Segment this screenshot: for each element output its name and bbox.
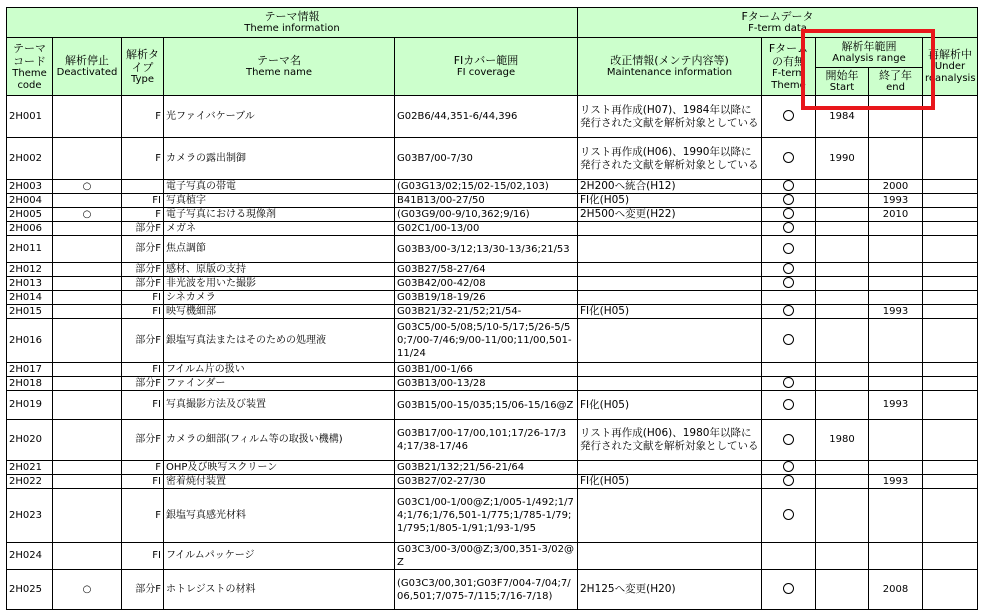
theme-name-cell: ファインダー — [164, 377, 395, 391]
table-row — [7, 489, 978, 543]
circle-mark-icon — [783, 377, 794, 388]
reanalysis-cell — [923, 475, 978, 489]
fterm-theme-cell — [762, 236, 816, 263]
fterm-theme-cell — [762, 194, 816, 208]
fi-coverage-cell: G03C1/00-1/00@Z;1/005-1/492;1/74;1/76;1/76,501-1/775;1/785-1/79;1/795;1/805-1/91;1/93-1/95 — [395, 489, 578, 543]
reanalysis-cell — [923, 222, 978, 236]
fi-coverage-cell: G03C3/00-3/00@Z;3/00,351-3/02@Z — [395, 543, 578, 570]
table-row — [7, 263, 978, 277]
maintenance-cell — [578, 319, 762, 363]
fi-coverage-cell: G03B13/00-13/28 — [395, 377, 578, 391]
type-cell: F — [122, 96, 164, 138]
col-theme-code-jp: テーマコード — [13, 41, 46, 68]
circle-mark-icon — [783, 208, 794, 219]
circle-mark-icon — [783, 399, 794, 410]
deactivated-cell: ○ — [53, 208, 122, 222]
col-maintenance-jp: 改正情報(メンテ内容等) — [610, 54, 729, 67]
end-year-cell — [869, 222, 923, 236]
circle-mark-icon — [783, 475, 794, 486]
fi-coverage-cell: G03C5/00-5/08;5/10-5/17;5/26-5/50;7/00-7/46;9/00-11/00;11/00,501-11/24 — [395, 319, 578, 363]
maintenance-cell — [578, 461, 762, 475]
end-year-cell: 1993 — [869, 194, 923, 208]
start-year-cell — [816, 363, 869, 377]
end-year-cell: 2008 — [869, 570, 923, 610]
maintenance-cell — [578, 363, 762, 377]
type-cell: 部分F — [122, 319, 164, 363]
theme-name-cell: フイルム片の扱い — [164, 363, 395, 377]
theme-name-cell: 銀塩写真感光材料 — [164, 489, 395, 543]
fterm-theme-cell — [762, 377, 816, 391]
table-row — [7, 377, 978, 391]
end-year-cell — [869, 138, 923, 180]
end-year-cell — [869, 461, 923, 475]
table-row — [7, 208, 978, 222]
col-theme-name-en: Theme name — [245, 67, 313, 78]
col-end-year — [869, 68, 923, 96]
end-year-cell: 2000 — [869, 180, 923, 194]
end-year-cell: 1993 — [869, 305, 923, 319]
fterm-theme-cell — [762, 489, 816, 543]
maintenance-cell: リスト再作成(H06)、1990年以降に発行された文献を解析対象としている — [578, 138, 762, 180]
table-row — [7, 543, 978, 570]
reanalysis-cell — [923, 391, 978, 420]
table-row — [7, 96, 978, 138]
col-end-en: end — [886, 82, 905, 93]
circle-mark-icon — [783, 243, 794, 254]
col-under-reanalysis — [923, 38, 978, 96]
table-row — [7, 363, 978, 377]
reanalysis-cell — [923, 138, 978, 180]
table-body — [7, 96, 978, 610]
col-deactivated-en: Deactivated — [56, 67, 118, 78]
reanalysis-cell — [923, 543, 978, 570]
start-year-cell — [816, 489, 869, 543]
fterm-data-header — [578, 8, 978, 38]
theme-code-cell: 2H021 — [7, 461, 53, 475]
deactivated-cell — [53, 475, 122, 489]
circle-mark-icon — [783, 263, 794, 274]
col-theme-name — [164, 38, 395, 96]
type-cell: FI — [122, 363, 164, 377]
circle-mark-icon — [783, 305, 794, 316]
maintenance-cell: FI化(H05) — [578, 391, 762, 420]
table-row — [7, 475, 978, 489]
fterm-data-jp: Fタームデータ — [741, 10, 814, 23]
col-deactivated — [53, 38, 122, 96]
theme-name-cell: 非光波を用いた撮影 — [164, 277, 395, 291]
theme-name-cell: カメラの露出制御 — [164, 138, 395, 180]
maintenance-cell — [578, 489, 762, 543]
fterm-theme-cell — [762, 96, 816, 138]
fterm-theme-cell — [762, 222, 816, 236]
fterm-theme-cell — [762, 461, 816, 475]
start-year-cell — [816, 543, 869, 570]
theme-name-cell: 銀塩写真法またはそのための処理液 — [164, 319, 395, 363]
reanalysis-cell — [923, 489, 978, 543]
deactivated-cell — [53, 138, 122, 180]
fterm-theme-cell — [762, 180, 816, 194]
start-year-cell — [816, 305, 869, 319]
deactivated-cell — [53, 194, 122, 208]
fi-coverage-cell: G03B19/18-19/26 — [395, 291, 578, 305]
end-year-cell — [869, 377, 923, 391]
col-fi-coverage — [395, 38, 578, 96]
table-row — [7, 180, 978, 194]
theme-code-cell: 2H025 — [7, 570, 53, 610]
end-year-cell: 2010 — [869, 208, 923, 222]
theme-name-cell: ホトレジストの材料 — [164, 570, 395, 610]
maintenance-cell: リスト再作成(H06)、1980年以降に発行された文献を解析対象としている — [578, 420, 762, 461]
theme-name-cell: 焦点調節 — [164, 236, 395, 263]
type-cell: 部分F — [122, 377, 164, 391]
maintenance-cell: 2H200へ統合(H12) — [578, 180, 762, 194]
col-analysis-range — [816, 38, 923, 68]
deactivated-cell — [53, 319, 122, 363]
fi-coverage-cell: G03B3/00-3/12;13/30-13/36;21/53 — [395, 236, 578, 263]
theme-name-cell: フイルムパッケージ — [164, 543, 395, 570]
theme-code-cell: 2H003 — [7, 180, 53, 194]
maintenance-cell — [578, 291, 762, 305]
reanalysis-cell — [923, 291, 978, 305]
start-year-cell — [816, 391, 869, 420]
start-year-cell — [816, 291, 869, 305]
fi-coverage-cell: G03B1/00-1/66 — [395, 363, 578, 377]
end-year-cell — [869, 291, 923, 305]
theme-code-cell: 2H002 — [7, 138, 53, 180]
reanalysis-cell — [923, 377, 978, 391]
circle-mark-icon — [783, 434, 794, 445]
col-deactivated-jp: 解析停止 — [65, 54, 109, 67]
reanalysis-cell — [923, 420, 978, 461]
theme-code-cell: 2H023 — [7, 489, 53, 543]
table-row — [7, 138, 978, 180]
header-group-row — [7, 8, 978, 38]
theme-name-cell: 光ファイバケーブル — [164, 96, 395, 138]
end-year-cell — [869, 543, 923, 570]
reanalysis-cell — [923, 263, 978, 277]
fterm-theme-cell — [762, 570, 816, 610]
fterm-theme-cell — [762, 208, 816, 222]
maintenance-cell: FI化(H05) — [578, 475, 762, 489]
fterm-theme-cell — [762, 420, 816, 461]
deactivated-cell — [53, 222, 122, 236]
start-year-cell — [816, 570, 869, 610]
theme-code-cell: 2H013 — [7, 277, 53, 291]
start-year-cell — [816, 194, 869, 208]
table-row — [7, 222, 978, 236]
theme-name-cell: 映写機細部 — [164, 305, 395, 319]
fterm-theme-cell — [762, 391, 816, 420]
type-cell — [122, 180, 164, 194]
circle-mark-icon — [783, 461, 794, 472]
col-fi-coverage-jp: FIカバー範囲 — [453, 54, 519, 67]
fi-coverage-cell: B41B13/00-27/50 — [395, 194, 578, 208]
start-year-cell — [816, 277, 869, 291]
maintenance-cell — [578, 277, 762, 291]
theme-code-cell: 2H004 — [7, 194, 53, 208]
theme-code-cell: 2H020 — [7, 420, 53, 461]
deactivated-cell — [53, 377, 122, 391]
col-fi-coverage-en: FI coverage — [456, 67, 516, 78]
maintenance-cell — [578, 236, 762, 263]
fi-coverage-cell: G03B15/00-15/035;15/06-15/16@Z — [395, 391, 578, 420]
theme-code-cell: 2H019 — [7, 391, 53, 420]
reanalysis-cell — [923, 236, 978, 263]
start-year-cell — [816, 461, 869, 475]
fi-coverage-cell: G02B6/44,351-6/44,396 — [395, 96, 578, 138]
col-start-year — [816, 68, 869, 96]
start-year-cell — [816, 180, 869, 194]
col-theme-name-jp: テーマ名 — [257, 54, 301, 67]
theme-code-cell: 2H005 — [7, 208, 53, 222]
end-year-cell — [869, 236, 923, 263]
fi-coverage-cell: (G03C3/00,301;G03F7/004-7/04;7/06,501;7/075-7/115;7/16-7/18) — [395, 570, 578, 610]
header-column-row — [7, 38, 978, 68]
reanalysis-cell — [923, 96, 978, 138]
reanalysis-cell — [923, 319, 978, 363]
fterm-theme-cell — [762, 263, 816, 277]
end-year-cell — [869, 263, 923, 277]
end-year-cell — [869, 363, 923, 377]
theme-code-cell: 2H017 — [7, 363, 53, 377]
fterm-theme-cell — [762, 475, 816, 489]
col-fterm-theme — [762, 38, 816, 96]
type-cell: F — [122, 138, 164, 180]
reanalysis-cell — [923, 363, 978, 377]
theme-name-cell: メガネ — [164, 222, 395, 236]
circle-mark-icon — [783, 222, 794, 233]
col-start-en: Start — [829, 82, 855, 93]
table-row — [7, 461, 978, 475]
type-cell: FI — [122, 391, 164, 420]
start-year-cell — [816, 208, 869, 222]
end-year-cell: 1993 — [869, 475, 923, 489]
deactivated-cell — [53, 277, 122, 291]
theme-name-cell: カメラの細部(フィルム等の取扱い機構) — [164, 420, 395, 461]
col-analysis-range-en: Analysis range — [832, 53, 906, 64]
col-fterm-theme-en: F-term Theme — [771, 67, 806, 91]
table-row — [7, 291, 978, 305]
reanalysis-cell — [923, 570, 978, 610]
type-cell: F — [122, 461, 164, 475]
table-row — [7, 391, 978, 420]
maintenance-cell — [578, 263, 762, 277]
col-theme-code-en: Theme code — [12, 67, 47, 91]
col-start-jp: 開始年 — [825, 69, 859, 82]
col-type — [122, 38, 164, 96]
deactivated-cell — [53, 236, 122, 263]
maintenance-cell: 2H500へ変更(H22) — [578, 208, 762, 222]
theme-code-cell: 2H016 — [7, 319, 53, 363]
circle-mark-icon — [783, 583, 794, 594]
type-cell: FI — [122, 305, 164, 319]
deactivated-cell — [53, 461, 122, 475]
type-cell: F — [122, 208, 164, 222]
reanalysis-cell — [923, 277, 978, 291]
deactivated-cell — [53, 263, 122, 277]
maintenance-cell: FI化(H05) — [578, 305, 762, 319]
col-fterm-theme-jp: Fタームの有無 — [768, 41, 809, 68]
theme-name-cell: OHP及び映写スクリーン — [164, 461, 395, 475]
type-cell: 部分F — [122, 420, 164, 461]
fi-coverage-cell: G03B27/58-27/64 — [395, 263, 578, 277]
maintenance-cell — [578, 222, 762, 236]
col-maintenance-en: Maintenance information — [606, 67, 733, 78]
type-cell: 部分F — [122, 236, 164, 263]
col-reanalysis-en: Under reanalysis — [925, 61, 976, 84]
col-maintenance — [578, 38, 762, 96]
table-row — [7, 420, 978, 461]
end-year-cell: 1993 — [869, 391, 923, 420]
fi-coverage-cell: G03B7/00-7/30 — [395, 138, 578, 180]
table-row — [7, 236, 978, 263]
fterm-theme-cell — [762, 363, 816, 377]
table-row — [7, 305, 978, 319]
circle-mark-icon — [783, 334, 794, 345]
end-year-cell — [869, 420, 923, 461]
col-type-jp: 解析タイプ — [126, 47, 159, 74]
table-row — [7, 570, 978, 610]
reanalysis-cell — [923, 180, 978, 194]
table-row — [7, 277, 978, 291]
theme-information-jp: テーマ情報 — [264, 10, 320, 23]
fi-coverage-cell: (G03G9/00-9/10,362;9/16) — [395, 208, 578, 222]
start-year-cell — [816, 377, 869, 391]
start-year-cell — [816, 263, 869, 277]
fterm-theme-cell — [762, 319, 816, 363]
fi-coverage-cell: (G03G13/02;15/02-15/02,103) — [395, 180, 578, 194]
theme-code-cell: 2H014 — [7, 291, 53, 305]
end-year-cell — [869, 489, 923, 543]
deactivated-cell — [53, 420, 122, 461]
deactivated-cell: ○ — [53, 180, 122, 194]
fi-coverage-cell: G03B27/02-27/30 — [395, 475, 578, 489]
start-year-cell — [816, 475, 869, 489]
start-year-cell: 1990 — [816, 138, 869, 180]
deactivated-cell — [53, 363, 122, 377]
type-cell: FI — [122, 194, 164, 208]
theme-code-cell: 2H012 — [7, 263, 53, 277]
maintenance-cell: リスト再作成(H07)、1984年以降に発行された文献を解析対象としている — [578, 96, 762, 138]
fterm-theme-cell — [762, 277, 816, 291]
theme-code-cell: 2H022 — [7, 475, 53, 489]
theme-name-cell: 電子写真における現像剤 — [164, 208, 395, 222]
fterm-theme-cell — [762, 291, 816, 305]
deactivated-cell — [53, 305, 122, 319]
fi-coverage-cell: G03B21/132;21/56-21/64 — [395, 461, 578, 475]
theme-code-cell: 2H024 — [7, 543, 53, 570]
deactivated-cell — [53, 96, 122, 138]
circle-mark-icon — [783, 110, 794, 121]
fi-coverage-cell: G03B42/00-42/08 — [395, 277, 578, 291]
theme-name-cell: 写真撮影方法及び装置 — [164, 391, 395, 420]
reanalysis-cell — [923, 305, 978, 319]
deactivated-cell — [53, 489, 122, 543]
circle-mark-icon — [783, 180, 794, 191]
reanalysis-cell — [923, 461, 978, 475]
table-row — [7, 194, 978, 208]
start-year-cell — [816, 236, 869, 263]
maintenance-cell — [578, 377, 762, 391]
fi-coverage-cell: G03B21/32-21/52;21/54- — [395, 305, 578, 319]
start-year-cell: 1984 — [816, 96, 869, 138]
theme-code-cell: 2H006 — [7, 222, 53, 236]
fterm-data-en: F-term data — [748, 23, 807, 34]
deactivated-cell — [53, 391, 122, 420]
theme-name-cell: 写真植字 — [164, 194, 395, 208]
deactivated-cell: ○ — [53, 570, 122, 610]
theme-code-cell: 2H001 — [7, 96, 53, 138]
reanalysis-cell — [923, 194, 978, 208]
end-year-cell — [869, 277, 923, 291]
theme-information-en: Theme information — [244, 23, 340, 34]
type-cell: FI — [122, 475, 164, 489]
type-cell: 部分F — [122, 263, 164, 277]
theme-code-cell: 2H015 — [7, 305, 53, 319]
fi-coverage-cell: G02C1/00-13/00 — [395, 222, 578, 236]
start-year-cell — [816, 222, 869, 236]
col-end-jp: 終了年 — [879, 69, 912, 82]
start-year-cell: 1980 — [816, 420, 869, 461]
type-cell: 部分F — [122, 222, 164, 236]
reanalysis-cell — [923, 208, 978, 222]
end-year-cell — [869, 96, 923, 138]
col-theme-code — [7, 38, 53, 96]
theme-information-header — [7, 8, 578, 38]
type-cell: FI — [122, 543, 164, 570]
end-year-cell — [869, 319, 923, 363]
fi-coverage-cell: G03B17/00-17/00,101;17/26-17/34;17/38-17/46 — [395, 420, 578, 461]
table-row — [7, 319, 978, 363]
start-year-cell — [816, 319, 869, 363]
deactivated-cell — [53, 543, 122, 570]
col-type-en: Type — [131, 73, 154, 85]
theme-code-cell: 2H011 — [7, 236, 53, 263]
maintenance-cell — [578, 543, 762, 570]
col-analysis-range-jp: 解析年範囲 — [841, 40, 897, 53]
maintenance-cell: 2H125へ変更(H20) — [578, 570, 762, 610]
fterm-theme-cell — [762, 305, 816, 319]
theme-table — [6, 7, 978, 610]
fterm-theme-cell — [762, 543, 816, 570]
type-cell: F — [122, 489, 164, 543]
circle-mark-icon — [783, 509, 794, 520]
theme-name-cell: 密着焼付装置 — [164, 475, 395, 489]
circle-mark-icon — [783, 277, 794, 288]
theme-name-cell: シネカメラ — [164, 291, 395, 305]
circle-mark-icon — [783, 152, 794, 163]
deactivated-cell — [53, 291, 122, 305]
type-cell: FI — [122, 291, 164, 305]
theme-name-cell: 電子写真の帯電 — [164, 180, 395, 194]
theme-code-cell: 2H018 — [7, 377, 53, 391]
type-cell: 部分F — [122, 570, 164, 610]
fterm-theme-cell — [762, 138, 816, 180]
type-cell: 部分F — [122, 277, 164, 291]
maintenance-cell: FI化(H05) — [578, 194, 762, 208]
circle-mark-icon — [783, 194, 794, 205]
theme-name-cell: 感材、原版の支持 — [164, 263, 395, 277]
col-reanalysis-jp: 再解析中 — [928, 48, 972, 61]
